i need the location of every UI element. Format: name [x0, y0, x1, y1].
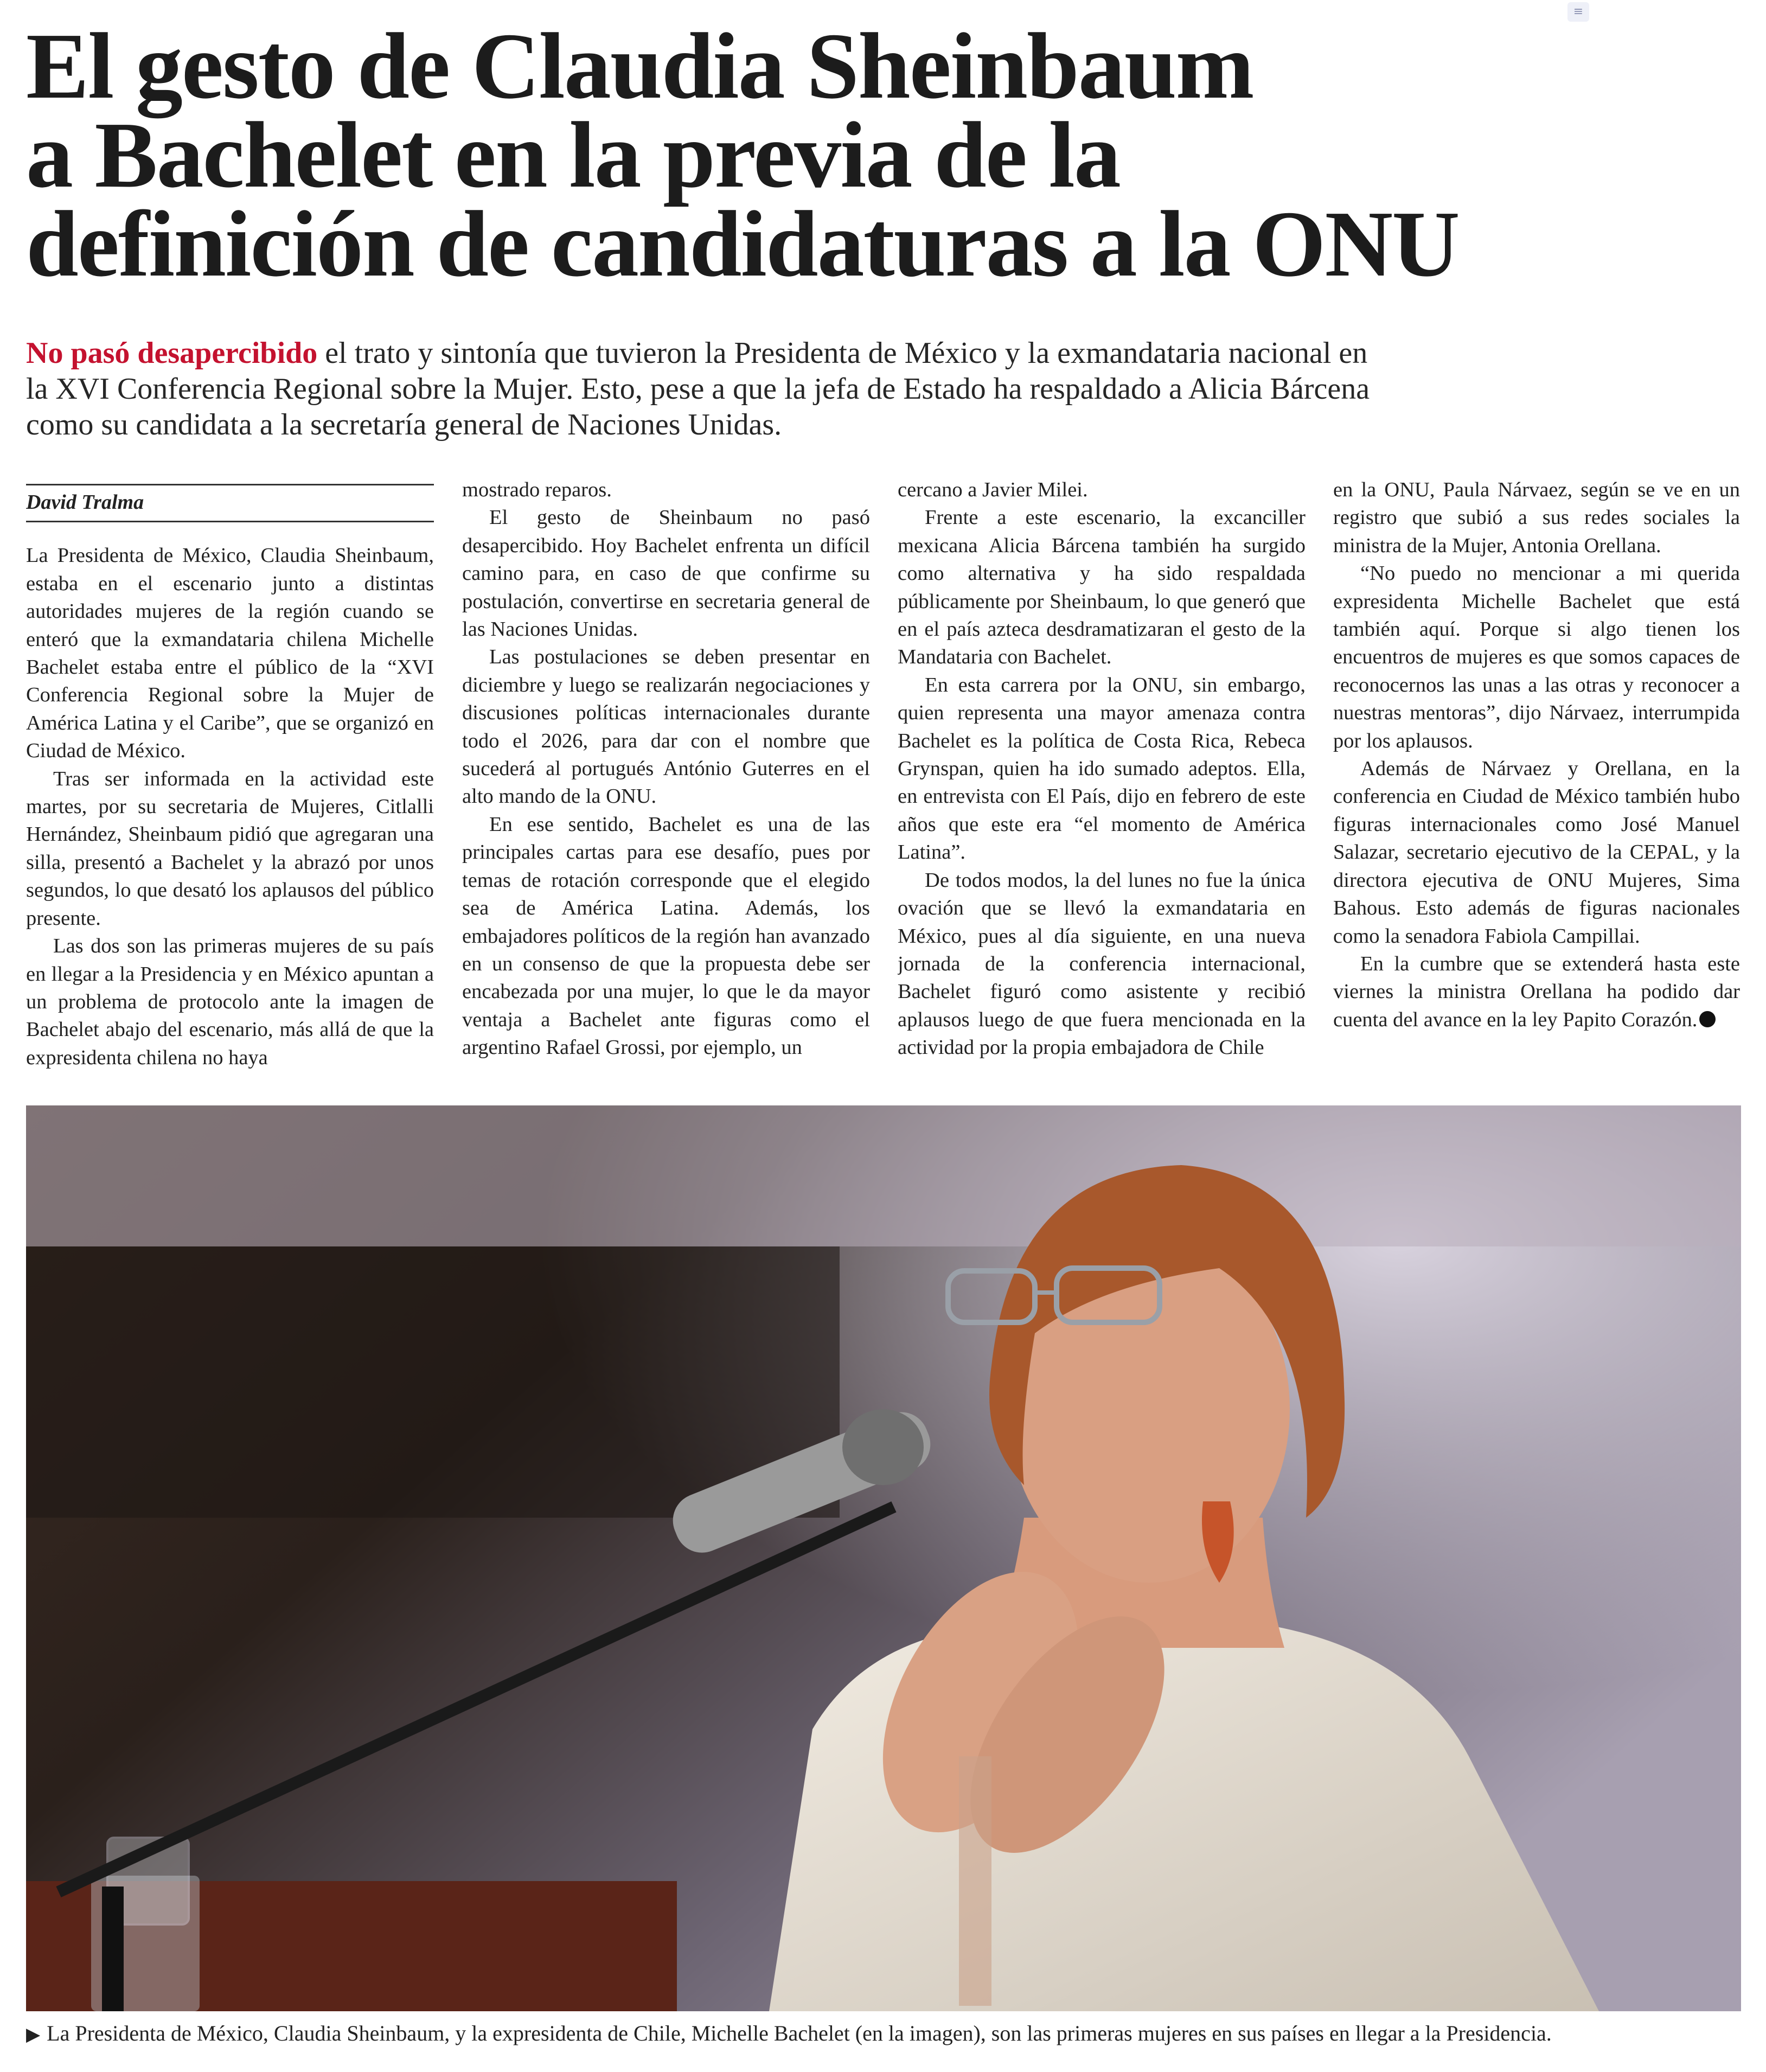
headline-line-1: El gesto de Claudia Sheinbaum: [26, 14, 1253, 118]
paragraph: [1333, 950, 1740, 1034]
paragraph: El gesto de Sheinbaum no pasó desapercibido. Hoy Bachelet enfrenta un difícil camino para, en caso de que confirme su postulación, convertirse en secretaria general de las Naciones Unidas.: [462, 506, 870, 641]
headline-line-3: definición de candidaturas a la ONU: [26, 191, 1459, 296]
paragraph: “No puedo no mencionar a mi querida expresidenta Michelle Bachelet que está también aquí. Porque si algo tienen los encuentros de mujeres es que somos capaces de reconocernos las unas a las otras y reconocer a nuestras mentoras”, dijo Nárvaez, interrumpida por los aplausos.: [1333, 562, 1740, 752]
paragraph: Tras ser informada en la actividad este martes, por su secretaria de Mujeres, Citlalli Hernández, Sheinbaum pidió que agregaran una silla, presentó a Bachelet y la abrazó por unos segundos, lo que desató los aplausos del público presente.: [26, 767, 434, 930]
paragraph: Las dos son las primeras mujeres de su país en llegar a la Presidencia y en México apuntan a un problema de protocolo ante la imagen de Bachelet abajo del escenario, más allá de que la expresidenta chilena no haya: [26, 935, 434, 1069]
byline: David Tralma: [26, 484, 434, 522]
article-column-4: [1333, 476, 1740, 1073]
standfirst-text: el trato y sintonía que tuvieron la Presidenta de México y la exmandataria nacional en la XVI Conferencia Regional sobre la Mujer. Esto, pese a que la jefa de Estado ha respaldado a Alicia Bárcena como su candidata a la secretaría general de Naciones Unidas.: [26, 336, 1370, 442]
paragraph: Las postulaciones se deben presentar en diciembre y luego se realizarán negociaciones y discusiones políticas internacionales durante todo el 2026, para dar con el nombre que sucederá al portugués António Guterres en el alto mando de la ONU.: [462, 645, 870, 808]
paragraph-text: En la cumbre que se extenderá hasta este viernes la ministra Orellana ha podido dar cuenta del avance en la ley Papito Corazón.: [1333, 952, 1740, 1031]
paragraph: En ese sentido, Bachelet es una de las principales cartas para ese desafío, pues por temas de rotación corresponde que el elegido sea de América Latina. Además, los embajadores políticos de la región han avanzado en un consenso de que la propuesta debe ser encabezada por una mujer, lo que le da mayor ventaja a Bachelet ante figuras como el argentino Rafael Grossi, por ejemplo, un: [462, 813, 870, 1059]
caption-text: La Presidenta de México, Claudia Sheinbaum, y la expresidenta de Chile, Michelle Bachelet (en la imagen), son las primeras mujeres en sus países en llegar a la Presidencia.: [47, 2021, 1552, 2045]
paragraph: mostrado reparos.: [462, 478, 612, 501]
article-column-1: [26, 476, 434, 1073]
article-column-3: [898, 476, 1306, 1073]
paragraph: Además de Nárvaez y Orellana, en la conferencia en Ciudad de México también hubo figuras internacionales como José Manuel Salazar, secretario ejecutivo de la CEPAL, y la directora ejecutiva de ONU Mujeres, Sima Bahous. Esto además de figuras nacionales como la senadora Fabiola Campillai.: [1333, 757, 1740, 948]
photo-illustration: [26, 1105, 1741, 2011]
paragraph: cercano a Javier Milei.: [898, 478, 1088, 501]
paragraph: La Presidenta de México, Claudia Sheinbaum, estaba en el escenario junto a distintas autoridades mujeres de la región cuando se enteró que la exmandataria chilena Michelle Bachelet estaba entre el público de la “XVI Conferencia Regional sobre la Mujer de América Latina y el Caribe”, que se organizó en Ciudad de México.: [26, 544, 434, 763]
paragraph: De todos modos, la del lunes no fue la única ovación que se llevó la exmandataria en México, pues al día siguiente, en una nueva jornada de la conferencia internacional, Bachelet figuró como asistente y recibió aplausos luego de que fuera mencionada en la actividad por la propia embajadora de Chile: [898, 868, 1306, 1059]
end-mark-icon: [1699, 1011, 1716, 1027]
headline-line-2: a Bachelet en la previa de la: [26, 103, 1120, 207]
article-column-2: [462, 476, 870, 1073]
standfirst: [26, 335, 1393, 443]
photo-caption: [26, 2020, 1745, 2049]
paragraph: En esta carrera por la ONU, sin embargo, quien representa una mayor amenaza contra Bachelet es la política de Costa Rica, Rebeca Grynspan, quien ha ido sumado adeptos. Ella, en entrevista con El País, dijo en febrero de este años que este era “el momento de América Latina”.: [898, 673, 1306, 864]
caption-marker-icon: ▶: [26, 2025, 41, 2045]
standfirst-lead: No pasó desapercibido: [26, 336, 318, 370]
note-icon[interactable]: ≡: [1567, 2, 1589, 22]
article-photo: [26, 1105, 1741, 2011]
paragraph: Frente a este escenario, la excanciller mexicana Alicia Bárcena también ha surgido como alternativa y ha sido respaldada públicamente por Sheinbaum, lo que generó que en el país azteca desdramatizaran el gesto de la Mandataria con Bachelet.: [898, 506, 1306, 669]
paragraph: en la ONU, Paula Nárvaez, según se ve en un registro que subió a sus redes sociales la ministra de la Mujer, Antonia Orellana.: [1333, 478, 1740, 557]
headline: [26, 14, 1707, 296]
